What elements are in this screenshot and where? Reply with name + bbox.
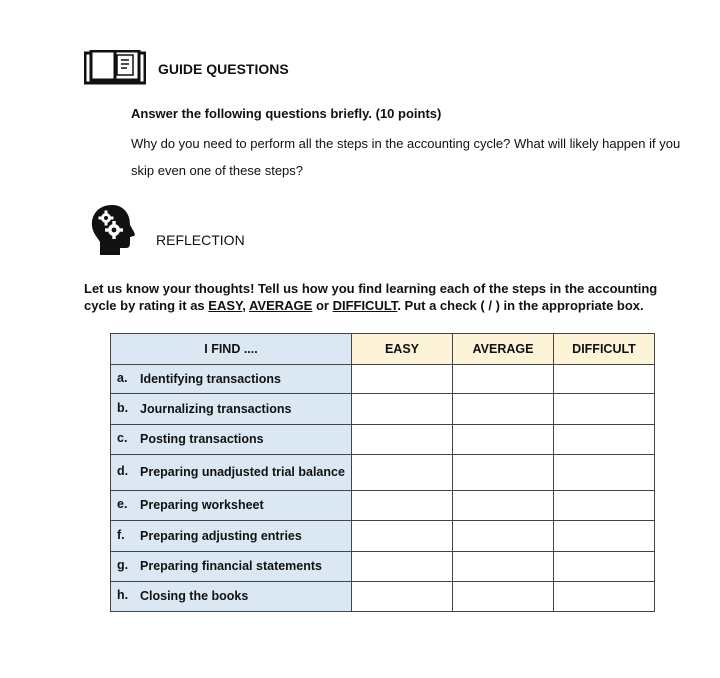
rating-table (110, 333, 655, 612)
intro-sep-2: or (312, 298, 333, 313)
step-label: Closing the books (140, 589, 249, 603)
intro-text-start: Let us know your thoughts! Tell us how you find learning each of the steps in the accounting cycle by rating it as (84, 281, 658, 313)
check-average[interactable] (453, 491, 554, 521)
table-row (111, 394, 655, 425)
check-difficult[interactable] (554, 491, 655, 521)
check-average[interactable] (453, 455, 554, 491)
check-average[interactable] (453, 552, 554, 582)
intro-difficult: DIFFICULT (332, 298, 398, 313)
step-letter: b. (117, 400, 129, 415)
table-row (111, 425, 655, 455)
table-row (111, 491, 655, 521)
step-letter: a. (117, 370, 128, 385)
check-average[interactable] (453, 365, 554, 394)
intro-easy: EASY (208, 298, 243, 313)
table-row (111, 552, 655, 582)
table-row (111, 521, 655, 552)
book-icon (84, 50, 146, 86)
check-easy[interactable] (352, 455, 453, 491)
check-difficult[interactable] (554, 552, 655, 582)
check-easy[interactable] (352, 582, 453, 612)
step-label: Preparing adjusting entries (140, 528, 302, 543)
check-average[interactable] (453, 582, 554, 612)
step-cell (111, 521, 352, 552)
step-cell (111, 394, 352, 425)
intro-sep-1: , (242, 298, 249, 313)
check-average[interactable] (453, 521, 554, 552)
step-letter: d. (117, 464, 129, 478)
step-cell (111, 552, 352, 582)
check-easy[interactable] (352, 521, 453, 552)
step-cell (111, 582, 352, 612)
reflection-intro (84, 280, 684, 314)
guide-questions-title: GUIDE QUESTIONS (158, 61, 289, 77)
step-letter: g. (117, 558, 129, 572)
reflection-title: REFLECTION (156, 232, 245, 248)
step-cell (111, 491, 352, 521)
head-gears-icon (90, 204, 136, 256)
check-easy[interactable] (352, 394, 453, 425)
table-header-row (111, 334, 655, 365)
step-label: Posting transactions (140, 432, 264, 446)
step-cell (111, 425, 352, 455)
step-label: Preparing financial statements (140, 559, 323, 573)
table-row (111, 455, 655, 491)
check-difficult[interactable] (554, 582, 655, 612)
step-label: Journalizing transactions (140, 401, 292, 416)
check-difficult[interactable] (554, 455, 655, 491)
step-label: Preparing unadjusted trial balance (140, 465, 345, 479)
guide-question: Why do you need to perform all the steps in the accounting cycle? What will likely happen if you skip even one of these steps? (131, 136, 681, 178)
header-average: AVERAGE (453, 334, 554, 365)
table-row (111, 365, 655, 394)
header-i-find: I FIND .... (111, 334, 352, 365)
check-average[interactable] (453, 425, 554, 455)
check-difficult[interactable] (554, 521, 655, 552)
step-letter: c. (117, 431, 128, 445)
step-letter: h. (117, 588, 129, 602)
step-cell (111, 455, 352, 491)
check-easy[interactable] (352, 552, 453, 582)
header-difficult: DIFFICULT (554, 334, 655, 365)
guide-instruction: Answer the following questions briefly. (10 points) (131, 106, 442, 121)
check-easy[interactable] (352, 365, 453, 394)
check-easy[interactable] (352, 425, 453, 455)
intro-text-end: . Put a check ( / ) in the appropriate box. (397, 298, 644, 313)
table-row (111, 582, 655, 612)
intro-average: AVERAGE (249, 298, 313, 313)
step-letter: e. (117, 497, 128, 511)
check-difficult[interactable] (554, 394, 655, 425)
step-letter: f. (117, 527, 125, 542)
step-label: Identifying transactions (140, 371, 281, 386)
check-difficult[interactable] (554, 365, 655, 394)
step-cell (111, 365, 352, 394)
check-easy[interactable] (352, 491, 453, 521)
check-average[interactable] (453, 394, 554, 425)
check-difficult[interactable] (554, 425, 655, 455)
header-easy: EASY (352, 334, 453, 365)
step-label: Preparing worksheet (140, 498, 264, 512)
